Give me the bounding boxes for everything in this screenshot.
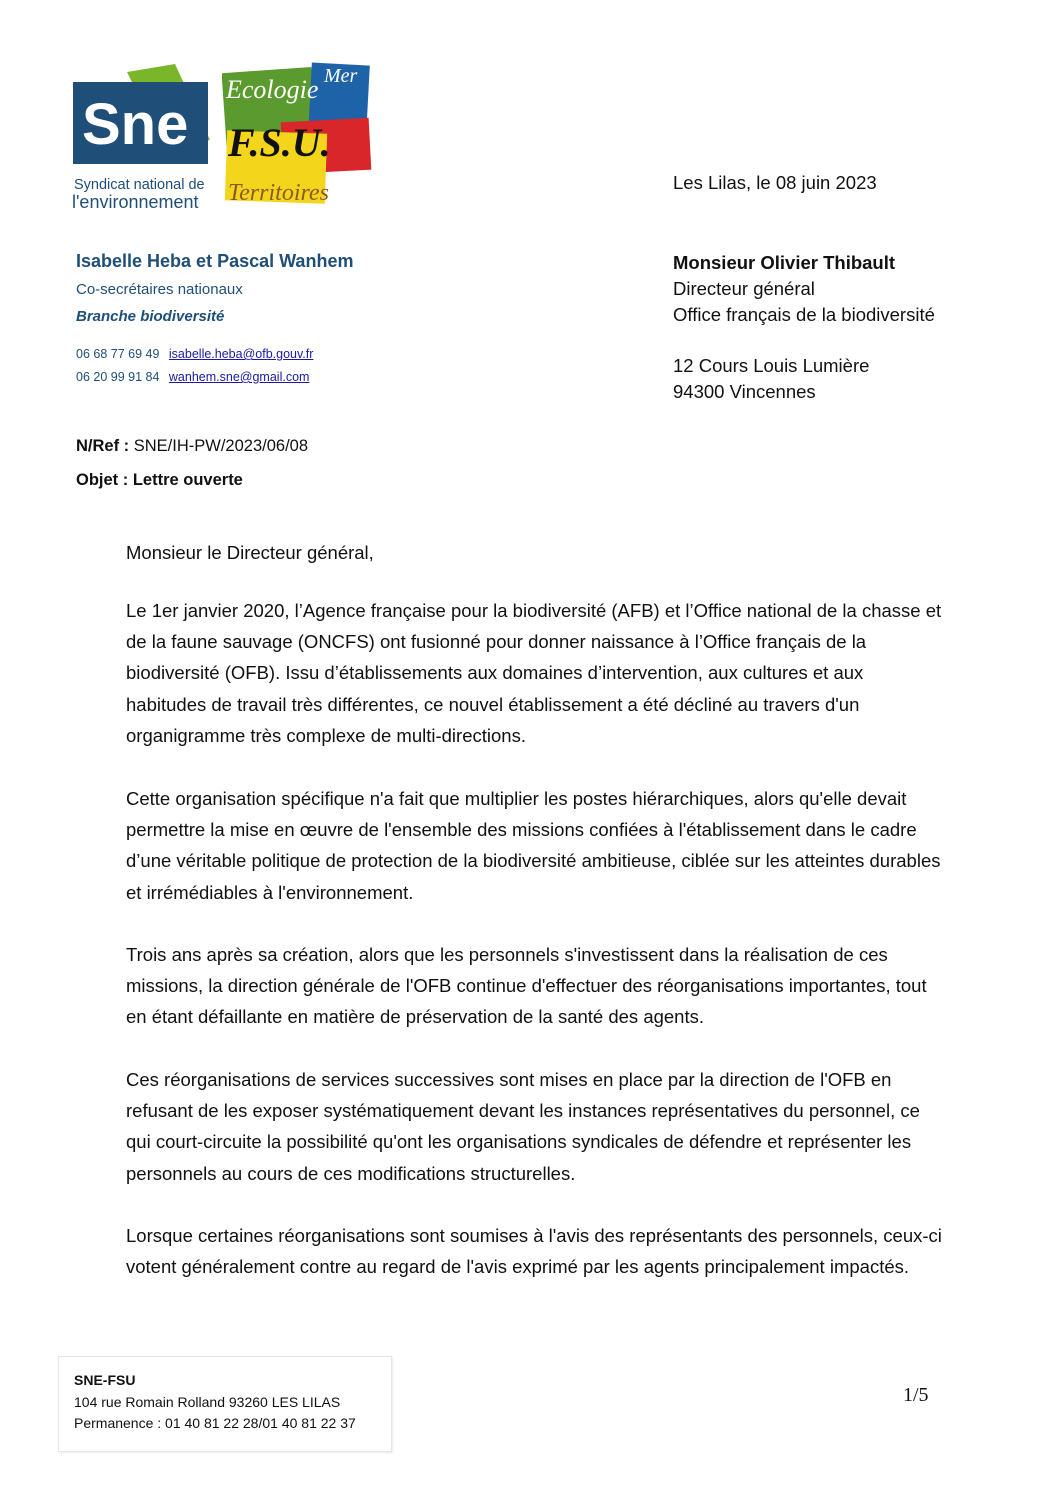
object-line bbox=[76, 471, 243, 490]
recipient-city: 94300 Vincennes bbox=[673, 381, 816, 402]
sender-phone: 06 20 99 91 84 bbox=[76, 370, 160, 384]
sne-logo bbox=[72, 62, 212, 212]
body-paragraph: Lorsque certaines réorganisations sont soumises à l'avis des représentants des personnels, ceux-ci votent généralement contre au regard de l'avis exprimé par les agents principalement impactés. bbox=[126, 1225, 942, 1278]
fsu-logo-center: F.S.U. bbox=[228, 120, 331, 165]
salutation: Monsieur le Directeur général, bbox=[126, 542, 374, 563]
body-paragraph: Le 1er janvier 2020, l’Agence française pour la biodiversité (AFB) et l’Office national de la chasse et de la faune sauvage (ONCFS) ont fusionné pour donner naissance à l’Office français de la biodiversité (OFB). Issu d’établissements aux domaines d’intervention, aux cultures et aux habitudes de travail très différentes, ce nouvel établissement a été décliné au travers d'un organigramme très complexe de multi-directions. bbox=[126, 600, 942, 746]
fsu-logo-top: Ecologie bbox=[226, 75, 319, 104]
sender-role: Co-secrétaires nationaux bbox=[76, 281, 243, 298]
reference-line bbox=[76, 437, 308, 456]
fsu-logo-bottom: Territoires bbox=[228, 180, 329, 206]
sender-names: Isabelle Heba et Pascal Wanhem bbox=[76, 251, 354, 271]
reference-label: N/Ref : bbox=[76, 437, 130, 455]
recipient-name: Monsieur Olivier Thibault bbox=[673, 252, 896, 273]
footer-address-box bbox=[58, 1356, 392, 1452]
footer-org: SNE-FSU bbox=[74, 1372, 136, 1388]
sender-email-link[interactable]: wanhem.sne@gmail.com bbox=[168, 370, 310, 384]
sne-logo-line2: l'environnement bbox=[72, 192, 199, 212]
body-paragraph: Cette organisation spécifique n'a fait que multiplier les postes hiérarchiques, alors qu'elle devait permettre la mise en œuvre de l'ensemble des missions confiées à l'établissement dans le cadre d’une véritable politique de protection de la biodiversité ambitieuse, ciblée sur les atteintes durables et irrémédiables à l'environnement. bbox=[126, 788, 941, 903]
sender-email-link[interactable]: isabelle.heba@ofb.gouv.fr bbox=[168, 347, 314, 361]
recipient-street: 12 Cours Louis Lumière bbox=[673, 355, 870, 376]
sne-logo-line1: Syndicat national de bbox=[74, 177, 205, 193]
recipient-block bbox=[673, 250, 935, 405]
sender-phone: 06 68 77 69 49 bbox=[76, 347, 160, 361]
sender-contact bbox=[76, 370, 309, 384]
fsu-logo-mer: Mer bbox=[324, 65, 358, 87]
page-number: 1/5 bbox=[903, 1384, 929, 1406]
footer-address: 104 rue Romain Rolland 93260 LES LILAS bbox=[74, 1394, 341, 1410]
letter-date: Les Lilas, le 08 juin 2023 bbox=[673, 172, 877, 193]
footer-phones: Permanence : 01 40 81 22 28/01 40 81 22 37 bbox=[74, 1415, 356, 1431]
recipient-org: Office français de la biodiversité bbox=[673, 304, 935, 325]
fsu-logo bbox=[222, 60, 372, 210]
sne-logo-mark: Sne bbox=[82, 92, 189, 157]
object-label: Objet : Lettre ouverte bbox=[76, 471, 243, 489]
sender-contact bbox=[76, 347, 313, 361]
body-paragraph: Trois ans après sa création, alors que les personnels s'investissent dans la réalisation de ces missions, la direction générale de l'OFB continue d'effectuer des réorganisations importantes, tout en étant défaillante en matière de préservation de la santé des agents. bbox=[126, 944, 927, 1028]
sender-branch: Branche biodiversité bbox=[76, 308, 225, 325]
recipient-title: Directeur général bbox=[673, 278, 815, 299]
reference-value: SNE/IH-PW/2023/06/08 bbox=[129, 437, 309, 455]
body-paragraph: Ces réorganisations de services successives sont mises en place par la direction de l'OFB en refusant de les exposer systématiquement devant les instances représentatives du personnel, ce qui court-circuite la possibilité qu'ont les organisations syndicales de défendre et représenter les personnels au cours de ces modifications structurelles. bbox=[126, 1069, 920, 1184]
